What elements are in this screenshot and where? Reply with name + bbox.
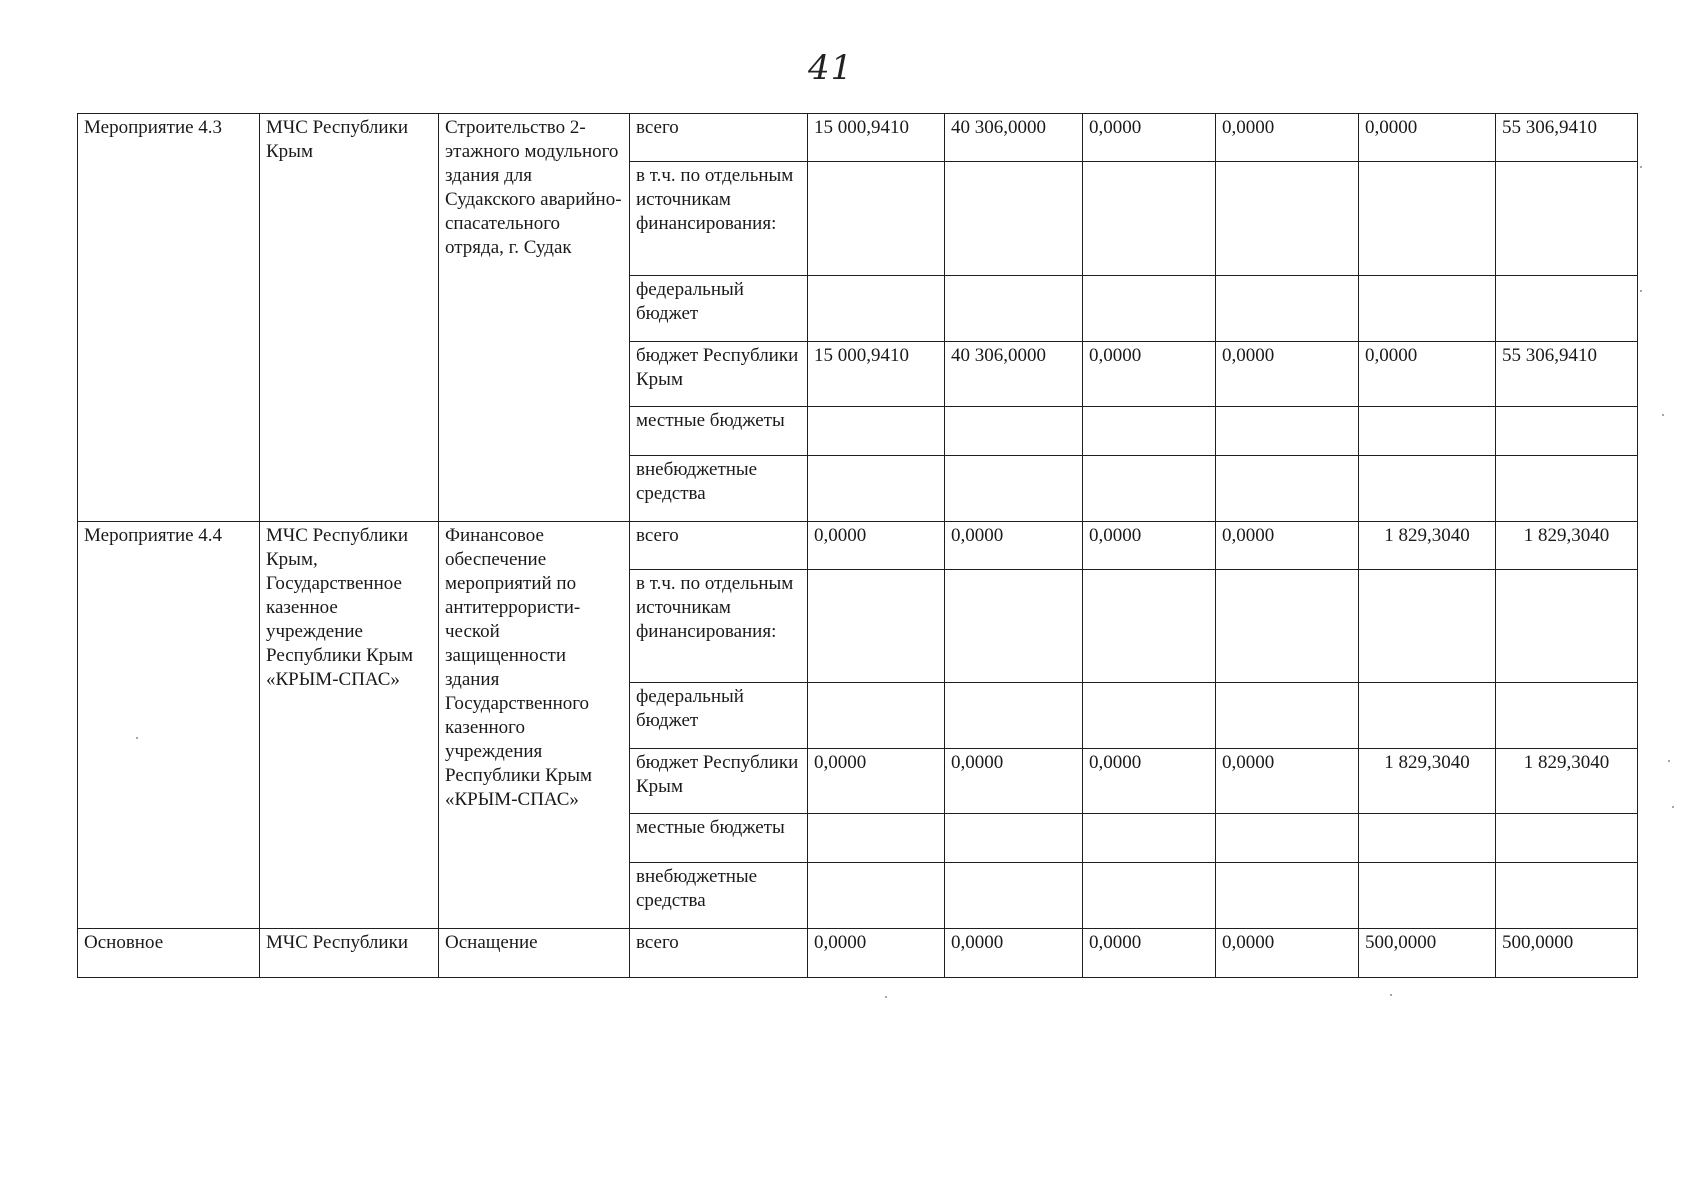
value-cell: 40 306,0000	[945, 114, 1083, 162]
empty-cell	[1216, 276, 1359, 342]
empty-cell	[945, 814, 1083, 863]
scan-speck	[136, 737, 138, 739]
empty-cell	[1083, 814, 1216, 863]
source-label-by-sources: в т.ч. по отдельным источникам финансирования:	[630, 570, 808, 683]
empty-cell	[808, 683, 945, 749]
empty-cell	[1083, 570, 1216, 683]
measure-name: Мероприятие 4.3	[78, 114, 260, 522]
empty-cell	[808, 162, 945, 276]
empty-cell	[1216, 863, 1359, 929]
empty-cell	[1216, 570, 1359, 683]
empty-cell	[945, 162, 1083, 276]
empty-cell	[1216, 683, 1359, 749]
scan-speck	[1668, 760, 1670, 762]
empty-cell	[945, 276, 1083, 342]
value-cell: 1 829,3040	[1496, 749, 1638, 814]
value-cell: 15 000,9410	[808, 114, 945, 162]
empty-cell	[945, 456, 1083, 522]
source-label-federal: федеральный бюджет	[630, 276, 808, 342]
value-cell: 0,0000	[1216, 929, 1359, 978]
empty-cell	[1083, 456, 1216, 522]
measure-name: Мероприятие 4.4	[78, 522, 260, 929]
empty-cell	[945, 570, 1083, 683]
empty-cell	[1496, 570, 1638, 683]
source-label-total: всего	[630, 114, 808, 162]
value-cell: 1 829,3040	[1359, 522, 1496, 570]
empty-cell	[945, 407, 1083, 456]
empty-cell	[1359, 570, 1496, 683]
value-cell: 0,0000	[1216, 749, 1359, 814]
empty-cell	[808, 276, 945, 342]
value-cell: 0,0000	[1359, 342, 1496, 407]
measure-executor: МЧС Республики Крым, Государственное казенное учреждение Республики Крым «КРЫМ-СПАС»	[260, 522, 439, 929]
value-cell: 0,0000	[1359, 114, 1496, 162]
value-cell: 0,0000	[1083, 114, 1216, 162]
measure-description: Финансовое обеспечение мероприятий по антитеррористи-ческой защищенности здания Государственного казенного учреждения Республики Крым «КРЫМ-СПАС»	[439, 522, 630, 929]
value-cell: 0,0000	[945, 749, 1083, 814]
value-cell: 0,0000	[1216, 114, 1359, 162]
empty-cell	[1083, 162, 1216, 276]
empty-cell	[1359, 683, 1496, 749]
empty-cell	[1496, 162, 1638, 276]
table-row	[78, 114, 1638, 162]
value-cell: 55 306,9410	[1496, 114, 1638, 162]
value-cell: 55 306,9410	[1496, 342, 1638, 407]
empty-cell	[1496, 863, 1638, 929]
value-cell: 0,0000	[808, 522, 945, 570]
page-number: 41	[808, 48, 854, 88]
value-cell: 0,0000	[1216, 522, 1359, 570]
source-label-republic: бюджет Республики Крым	[630, 749, 808, 814]
value-cell: 1 829,3040	[1359, 749, 1496, 814]
source-label-local: местные бюджеты	[630, 407, 808, 456]
source-label-by-sources: в т.ч. по отдельным источникам финансирования:	[630, 162, 808, 276]
empty-cell	[1359, 162, 1496, 276]
measure-description: Оснащение	[439, 929, 630, 978]
empty-cell	[945, 683, 1083, 749]
source-label-local: местные бюджеты	[630, 814, 808, 863]
empty-cell	[808, 863, 945, 929]
empty-cell	[1359, 276, 1496, 342]
empty-cell	[1496, 683, 1638, 749]
scan-speck	[885, 996, 887, 998]
value-cell: 40 306,0000	[945, 342, 1083, 407]
empty-cell	[1496, 814, 1638, 863]
scan-speck	[1662, 414, 1664, 416]
measure-executor: МЧС Республики Крым	[260, 114, 439, 522]
value-cell: 0,0000	[808, 929, 945, 978]
scan-speck	[1390, 994, 1392, 996]
value-cell: 0,0000	[1083, 929, 1216, 978]
empty-cell	[1083, 863, 1216, 929]
scan-speck	[1672, 806, 1674, 808]
empty-cell	[1083, 407, 1216, 456]
empty-cell	[1216, 814, 1359, 863]
empty-cell	[808, 814, 945, 863]
empty-cell	[808, 570, 945, 683]
scan-speck	[1640, 290, 1642, 292]
source-label-republic: бюджет Республики Крым	[630, 342, 808, 407]
value-cell: 1 829,3040	[1496, 522, 1638, 570]
source-label-total: всего	[630, 522, 808, 570]
value-cell: 0,0000	[945, 929, 1083, 978]
scan-speck	[1640, 166, 1642, 168]
value-cell: 0,0000	[1083, 749, 1216, 814]
measure-description: Строительство 2-этажного модульного здания для Судакского аварийно-спасательного отряда, г. Судак	[439, 114, 630, 522]
source-label-extra: внебюджетные средства	[630, 456, 808, 522]
empty-cell	[1496, 407, 1638, 456]
empty-cell	[1216, 407, 1359, 456]
value-cell: 0,0000	[808, 749, 945, 814]
value-cell: 0,0000	[1083, 342, 1216, 407]
value-cell: 0,0000	[1216, 342, 1359, 407]
empty-cell	[1359, 407, 1496, 456]
value-cell: 500,0000	[1359, 929, 1496, 978]
empty-cell	[1216, 456, 1359, 522]
empty-cell	[1216, 162, 1359, 276]
source-label-federal: федеральный бюджет	[630, 683, 808, 749]
empty-cell	[1083, 683, 1216, 749]
measure-executor: МЧС Республики	[260, 929, 439, 978]
table-row	[78, 929, 1638, 978]
budget-table	[77, 113, 1638, 978]
value-cell: 0,0000	[945, 522, 1083, 570]
empty-cell	[1496, 456, 1638, 522]
value-cell: 15 000,9410	[808, 342, 945, 407]
measure-name: Основное	[78, 929, 260, 978]
table-row	[78, 522, 1638, 570]
empty-cell	[1359, 456, 1496, 522]
source-label-extra: внебюджетные средства	[630, 863, 808, 929]
value-cell: 500,0000	[1496, 929, 1638, 978]
empty-cell	[1496, 276, 1638, 342]
empty-cell	[808, 456, 945, 522]
empty-cell	[945, 863, 1083, 929]
empty-cell	[808, 407, 945, 456]
value-cell: 0,0000	[1083, 522, 1216, 570]
empty-cell	[1083, 276, 1216, 342]
empty-cell	[1359, 863, 1496, 929]
source-label-total: всего	[630, 929, 808, 978]
empty-cell	[1359, 814, 1496, 863]
